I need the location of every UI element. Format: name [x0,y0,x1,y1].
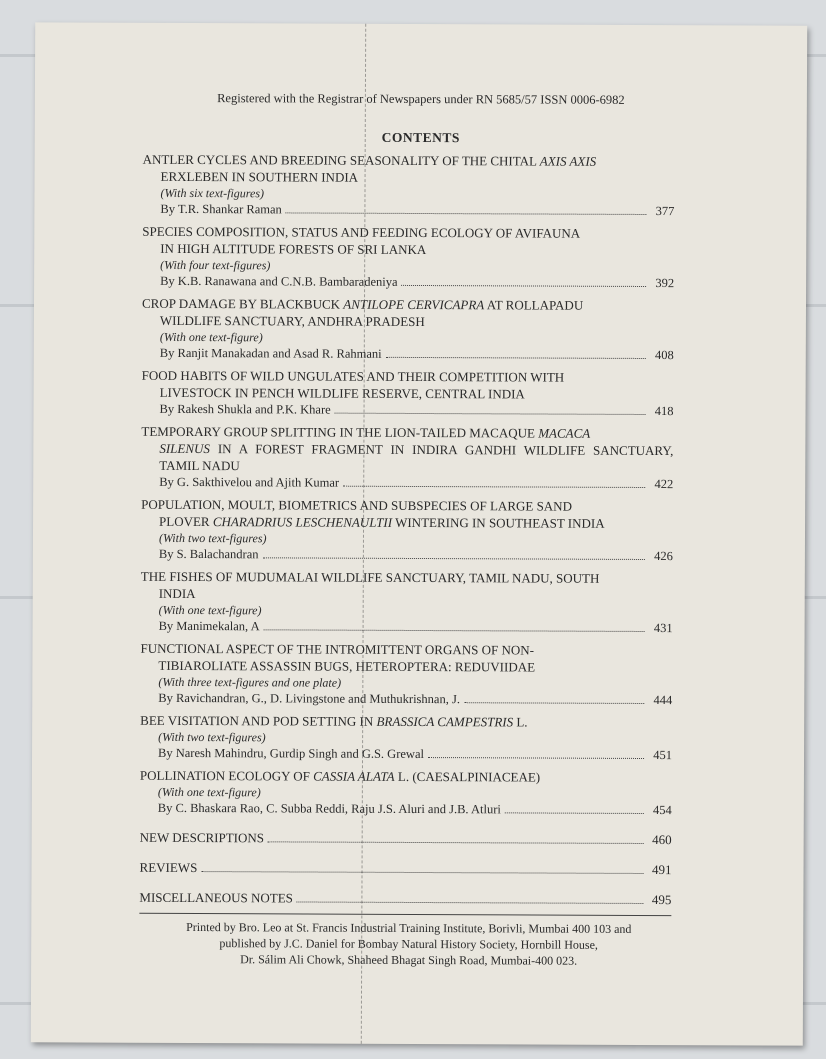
table-of-contents [139,151,674,916]
article-title: TEMPORARY GROUP SPLITTING IN THE LION-TAILED MACAQUE MACACA SILENUS IN A FOREST FRAGMENT IN INDIRA GANDHI WILDLIFE SANCTUARY, TAMIL NADU [141,423,674,474]
byline-row [142,401,674,420]
figure-note: (With four text-figures) [160,257,271,273]
section-label: MISCELLANEOUS NOTES [139,889,293,906]
article-title: POLLINATION ECOLOGY OF CASSIA ALATA L. (CAESALPINIACEAE) [139,767,541,785]
toc-article [140,767,672,819]
dot-leader [343,486,645,488]
dot-leader [264,629,645,632]
page-number: 451 [653,748,673,763]
toc-article [142,223,674,292]
article-title: POPULATION, MOULT, BIOMETRICS AND SUBSPECIES OF LARGE SAND PLOVER CHARADRIUS LESCHENAULTII WINTERING IN SOUTHEAST INDIA [141,496,605,531]
article-authors: By Naresh Mahindru, Gurdip Singh and G.S. Grewal [158,745,425,762]
imprint-line: Printed by Bro. Leo at St. Francis Industrial Training Institute, Borivli, Mumbai 400 103 and [186,919,632,936]
figure-note: (With one text-figure) [158,602,262,618]
article-title: THE FISHES OF MUDUMALAI WILDLIFE SANCTUARY, TAMIL NADU, SOUTH INDIA [140,568,600,602]
article-authors: By Manimekalan, A [158,618,260,634]
toc-section-new-descriptions [140,829,672,849]
article-title: ANTLER CYCLES AND BREEDING SEASONALITY OF THE CHITAL AXIS AXIS ERXLEBEN IN SOUTHERN INDIA [142,151,597,185]
byline-row [142,345,674,364]
toc-article [140,640,672,709]
page-number: 426 [654,549,673,564]
article-authors: By Rakesh Shukla and P.K. Khare [159,401,331,417]
registration-line: Registered with the Registrar of Newspapers under RN 5685/57 ISSN 0006-6982 [217,91,625,107]
page-number: 460 [652,832,672,848]
toc-article [142,151,674,220]
article-title: CROP DAMAGE BY BLACKBUCK ANTILOPE CERVICAPRA AT ROLLAPADU WILDLIFE SANCTUARY, ANDHRA PRADESH [141,295,584,330]
printer-imprint [136,919,681,969]
page-number: 418 [654,404,674,419]
article-title: BEE VISITATION AND POD SETTING IN BRASSICA CAMPESTRIS L. [140,712,528,730]
figure-note: (With two text-figures) [158,729,266,745]
toc-article [142,295,674,364]
byline-row [140,745,672,764]
page-number: 491 [652,862,672,878]
article-authors: By Ravichandran, G., D. Livingstone and Muthukrishnan, J. [158,690,461,707]
page-number: 392 [655,276,675,291]
byline-row [142,273,674,292]
article-authors: By T.R. Shankar Raman [160,201,282,217]
article-authors: By G. Sakthivelou and Ajith Kumar [159,474,340,490]
byline-row [141,474,673,493]
article-title: FUNCTIONAL ASPECT OF THE INTROMITTENT ORGANS OF NON- TIBIAROLIATE ASSASSIN BUGS, HETEROPTERA: REDUVIIDAE [140,640,536,675]
imprint-line: published by J.C. Daniel for Bombay Natural History Society, Hornbill House, [219,936,598,952]
article-authors: By S. Balachandran [158,546,259,562]
byline-row [142,201,674,220]
byline-row [141,618,673,637]
article-authors: By K.B. Ranawana and C.N.B. Bambaradeniya [160,273,398,289]
toc-article [142,367,674,420]
toc-article [140,712,672,764]
page-number: 495 [651,892,672,908]
page-number: 444 [653,693,673,708]
toc-article [141,496,673,565]
dot-leader [386,357,646,359]
byline-row [140,800,672,819]
imprint-line: Dr. Sálim Ali Chowk, Shaheed Bhagat Singh Road, Mumbai-400 023. [240,952,578,968]
page-number: 422 [654,477,674,492]
section-label: REVIEWS [139,859,198,876]
toc-section-reviews [140,859,672,879]
dot-leader [505,812,644,814]
dot-leader [268,841,644,844]
page-number: 377 [655,204,675,219]
dot-leader [464,702,644,704]
article-title: FOOD HABITS OF WILD UNGULATES AND THEIR COMPETITION WITH LIVESTOCK IN PENCH WILDLIFE RESERVE, CENTRAL INDIA [141,367,565,402]
figure-note: (With one text-figure) [159,329,263,345]
page-number: 431 [653,621,673,636]
toc-article [141,568,673,637]
figure-note: (With one text-figure) [157,784,261,800]
figure-note: (With six text-figures) [160,185,265,201]
section-row [139,889,671,909]
article-authors: By Ranjit Manakadan and Asad R. Rahmani [159,345,382,361]
page-number: 408 [655,348,674,363]
article-title: SPECIES COMPOSITION, STATUS AND FEEDING ECOLOGY OF AVIFAUNA IN HIGH ALTITUDE FORESTS OF SRI LANKA [142,223,581,258]
dot-leader [263,557,645,560]
toc-section-miscellaneous-notes [139,889,671,909]
journal-back-cover [31,22,807,1045]
figure-note: (With two text-figures) [158,530,267,546]
section-row [140,829,672,849]
figure-note: (With three text-figures and one plate) [158,674,342,690]
dot-leader [201,871,643,874]
page-number: 454 [653,803,672,818]
byline-row [140,690,672,709]
dot-leader [402,285,647,287]
section-row [140,859,672,879]
dot-leader [335,413,646,415]
article-authors: By C. Bhaskara Rao, C. Subba Reddi, Raju J.S. Aluri and J.B. Atluri [157,800,501,817]
dot-leader [286,212,647,215]
toc-article [141,423,673,493]
contents-heading: CONTENTS [381,129,460,146]
divider-rule [139,913,671,916]
dot-leader [297,901,644,904]
byline-row [141,546,673,565]
section-label: NEW DESCRIPTIONS [139,829,265,846]
dot-leader [428,757,644,759]
